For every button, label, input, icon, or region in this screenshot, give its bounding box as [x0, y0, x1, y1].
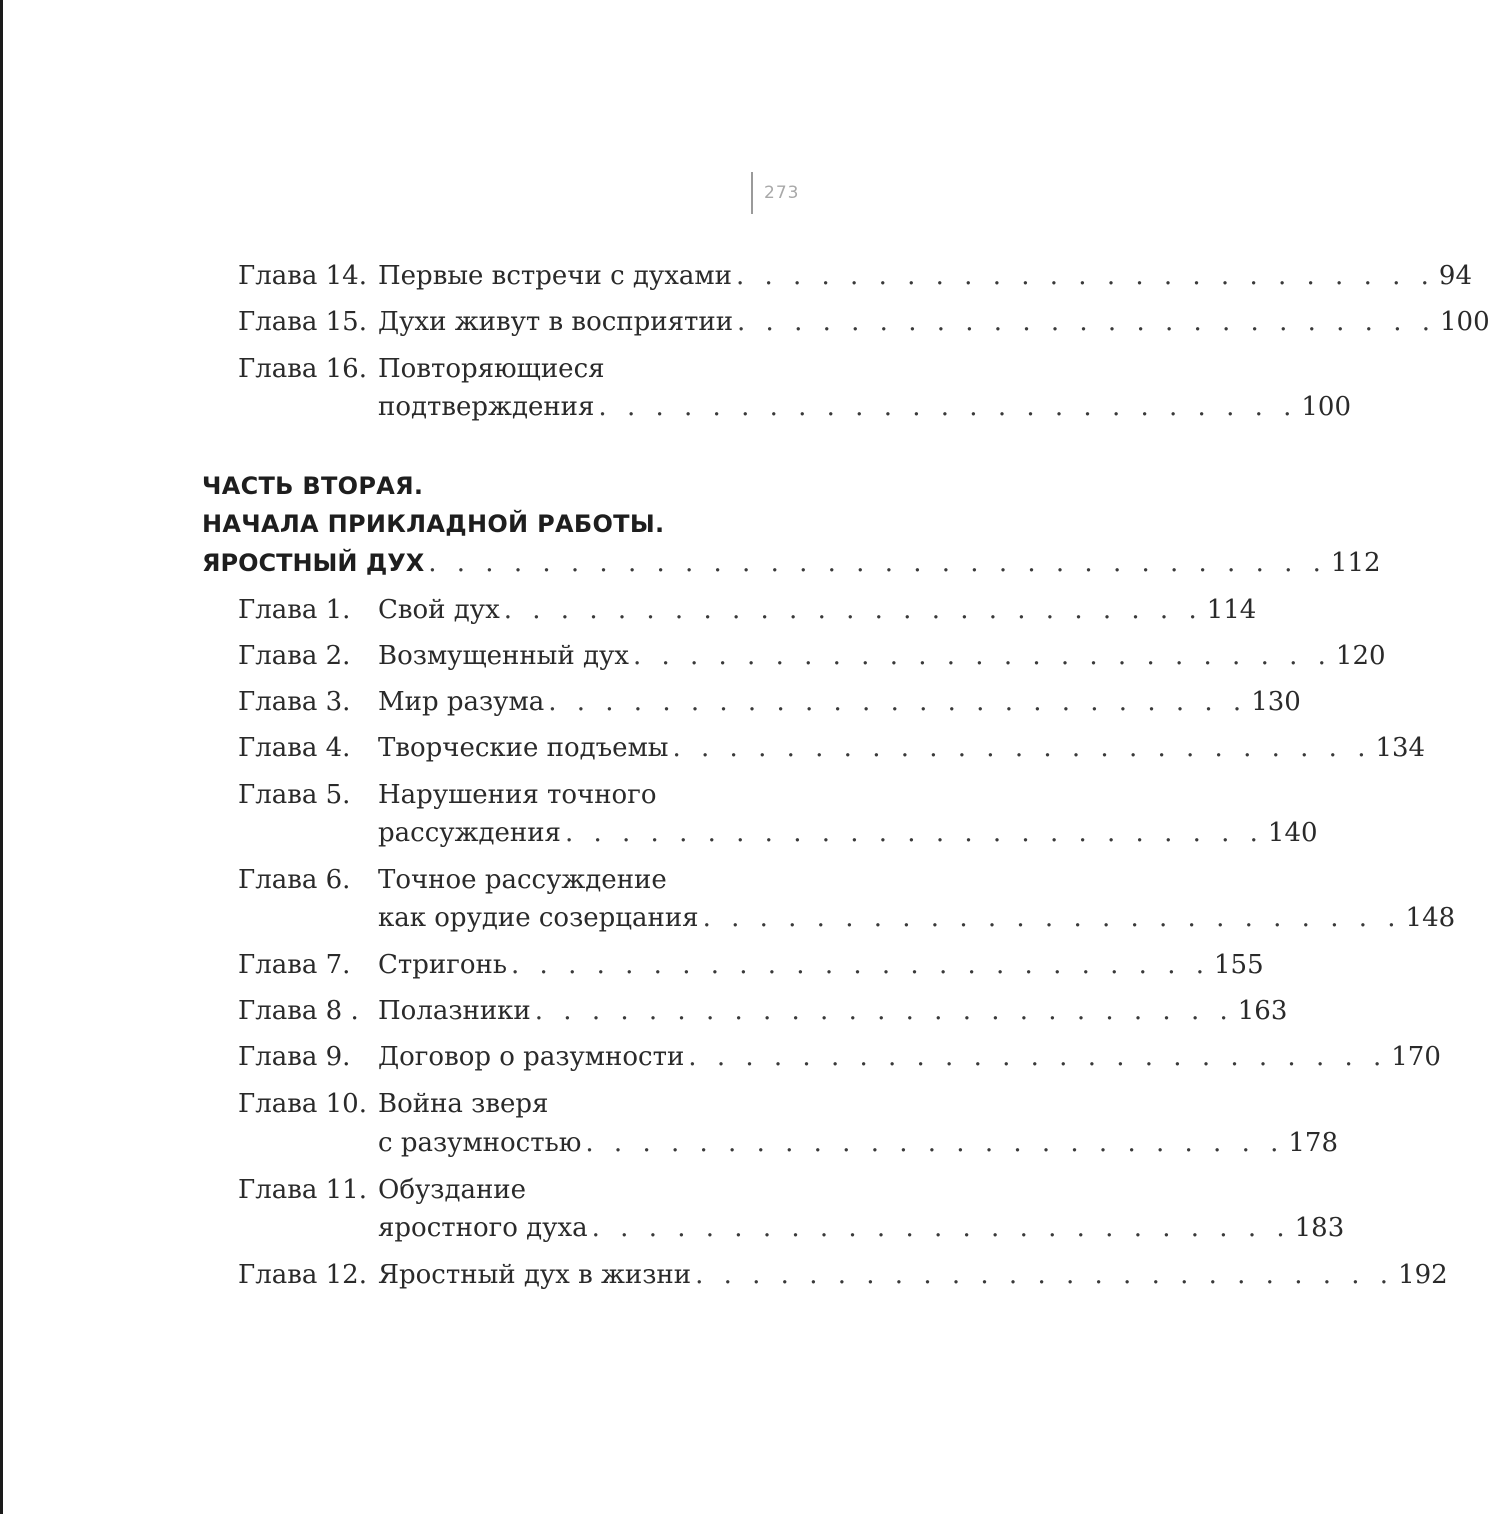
chapter-title-row: [378, 686, 1301, 718]
chapter-title: Стригонь: [378, 950, 508, 980]
chapter-title: Война зверя: [378, 1089, 549, 1119]
chapter-title-row: [378, 1212, 1345, 1244]
chapter-title: Нарушения точного: [378, 780, 657, 810]
chapter-label: Глава 6.: [238, 865, 351, 895]
chapter-title-row: [378, 260, 1472, 292]
chapter-label: Глава 10.: [238, 1089, 367, 1119]
chapter-title-cont: яростного духа: [378, 1213, 588, 1243]
chapter-page: 100: [1301, 392, 1352, 422]
chapter-label: Глава 2.: [238, 641, 351, 671]
chapter-page: 140: [1267, 818, 1318, 848]
chapter-title-row: [378, 732, 1426, 764]
dot-leader: . . . . . . . . . . . . . . . . . . . . . . . . .: [591, 1213, 1291, 1243]
chapter-page: 100: [1440, 307, 1490, 337]
chapter-page: 120: [1335, 641, 1386, 671]
part-heading-line-2: НАЧАЛА ПРИКЛАДНОЙ РАБОТЫ.: [202, 510, 665, 538]
chapter-label: Глава 15.: [238, 307, 367, 337]
dot-leader: . . . . . . . . . . . . . . . . . . . . . . . . .: [737, 307, 1436, 337]
chapter-title: Обуздание: [378, 1175, 527, 1205]
page-number-marker: [751, 172, 799, 214]
part-heading-line-3: ЯРОСТНЫЙ ДУХ: [202, 549, 425, 577]
chapter-title-row: [378, 640, 1386, 672]
chapter-title: Яростный дух в жизни: [378, 1260, 692, 1290]
dot-leader: . . . . . . . . . . . . . . . . . . . . . . . . .: [702, 903, 1402, 933]
chapter-title-row: [378, 1041, 1441, 1073]
chapter-title: Точное рассуждение: [378, 865, 667, 895]
chapter-page: 134: [1375, 733, 1426, 763]
chapter-label: Глава 14.: [238, 261, 367, 291]
dot-leader: . . . . . . . . . . . . . . . . . . . . . . . . .: [534, 996, 1234, 1026]
chapter-page: 183: [1294, 1213, 1345, 1243]
chapter-title-row: [378, 594, 1257, 626]
page-number: 273: [764, 183, 800, 203]
chapter-label: Глава 11.: [238, 1175, 367, 1205]
chapter-title: Договор о разумности: [378, 1042, 685, 1072]
chapter-label: Глава 1.: [238, 595, 351, 625]
chapter-title-row: [378, 1127, 1339, 1159]
chapter-title: Духи живут в восприятии: [378, 307, 734, 337]
part-page: 112: [1330, 548, 1381, 578]
chapter-title-cont: как орудие созерцания: [378, 903, 699, 933]
chapter-page: 178: [1288, 1128, 1339, 1158]
dot-leader: . . . . . . . . . . . . . . . . . . . . . . . . .: [695, 1260, 1395, 1290]
chapter-label: Глава 8 .: [238, 996, 359, 1026]
chapter-page: 130: [1251, 687, 1301, 717]
dot-leader: . . . . . . . . . . . . . . . . . . . . . . . . .: [585, 1128, 1285, 1158]
chapter-title-row: [378, 1259, 1448, 1291]
chapter-title: Первые встречи с духами: [378, 261, 732, 291]
chapter-label: Глава 7.: [238, 950, 351, 980]
chapter-label: Глава 16.: [238, 354, 367, 384]
chapter-title: Мир разума: [378, 687, 545, 717]
chapter-title-row: [378, 949, 1264, 981]
chapter-page: 148: [1405, 903, 1456, 933]
chapter-title-cont: с разумностью: [378, 1128, 582, 1158]
part-heading-row: [202, 547, 1381, 579]
dot-leader: . . . . . . . . . . . . . . . . . . . . . . . . . . . . . . . .: [428, 548, 1327, 578]
chapter-title-cont: подтверждения: [378, 392, 595, 422]
chapter-page: 94: [1438, 261, 1472, 291]
chapter-title-cont: рассуждения: [378, 818, 561, 848]
dot-leader: . . . . . . . . . . . . . . . . . . . . . . . . .: [672, 733, 1372, 763]
dot-leader: . . . . . . . . . . . . . . . . . . . . . . . . .: [548, 687, 1248, 717]
part-heading-line-1: ЧАСТЬ ВТОРАЯ.: [202, 472, 424, 500]
chapter-page: 114: [1206, 595, 1257, 625]
page-left-edge: [0, 0, 3, 1514]
chapter-title: Творческие подъемы: [378, 733, 669, 763]
dot-leader: . . . . . . . . . . . . . . . . . . . . . . . . .: [503, 595, 1203, 625]
chapter-label: Глава 5.: [238, 780, 351, 810]
chapter-page: 155: [1213, 950, 1264, 980]
chapter-title-row: [378, 306, 1490, 338]
chapter-title-row: [378, 817, 1318, 849]
dot-leader: . . . . . . . . . . . . . . . . . . . . . . . . .: [735, 261, 1435, 291]
dot-leader: . . . . . . . . . . . . . . . . . . . . . . . . .: [688, 1042, 1388, 1072]
chapter-title: Полазники: [378, 996, 531, 1026]
chapter-label: Глава 4.: [238, 733, 351, 763]
chapter-title-row: [378, 995, 1288, 1027]
chapter-page: 170: [1391, 1042, 1441, 1072]
chapter-label: Глава 12.: [238, 1260, 367, 1290]
dot-leader: . . . . . . . . . . . . . . . . . . . . . . . . .: [598, 392, 1298, 422]
chapter-title: Возмущенный дух: [378, 641, 629, 671]
chapter-title-row: [378, 391, 1352, 423]
chapter-page: 163: [1237, 996, 1288, 1026]
chapter-title: Свой дух: [378, 595, 500, 625]
chapter-page: 192: [1398, 1260, 1448, 1290]
chapter-label: Глава 9.: [238, 1042, 351, 1072]
chapter-title: Повторяющиеся: [378, 354, 605, 384]
chapter-label: Глава 3.: [238, 687, 351, 717]
dot-leader: . . . . . . . . . . . . . . . . . . . . . . . . .: [564, 818, 1264, 848]
chapter-title-row: [378, 902, 1456, 934]
dot-leader: . . . . . . . . . . . . . . . . . . . . . . . . .: [511, 950, 1210, 980]
dot-leader: . . . . . . . . . . . . . . . . . . . . . . . . .: [632, 641, 1332, 671]
